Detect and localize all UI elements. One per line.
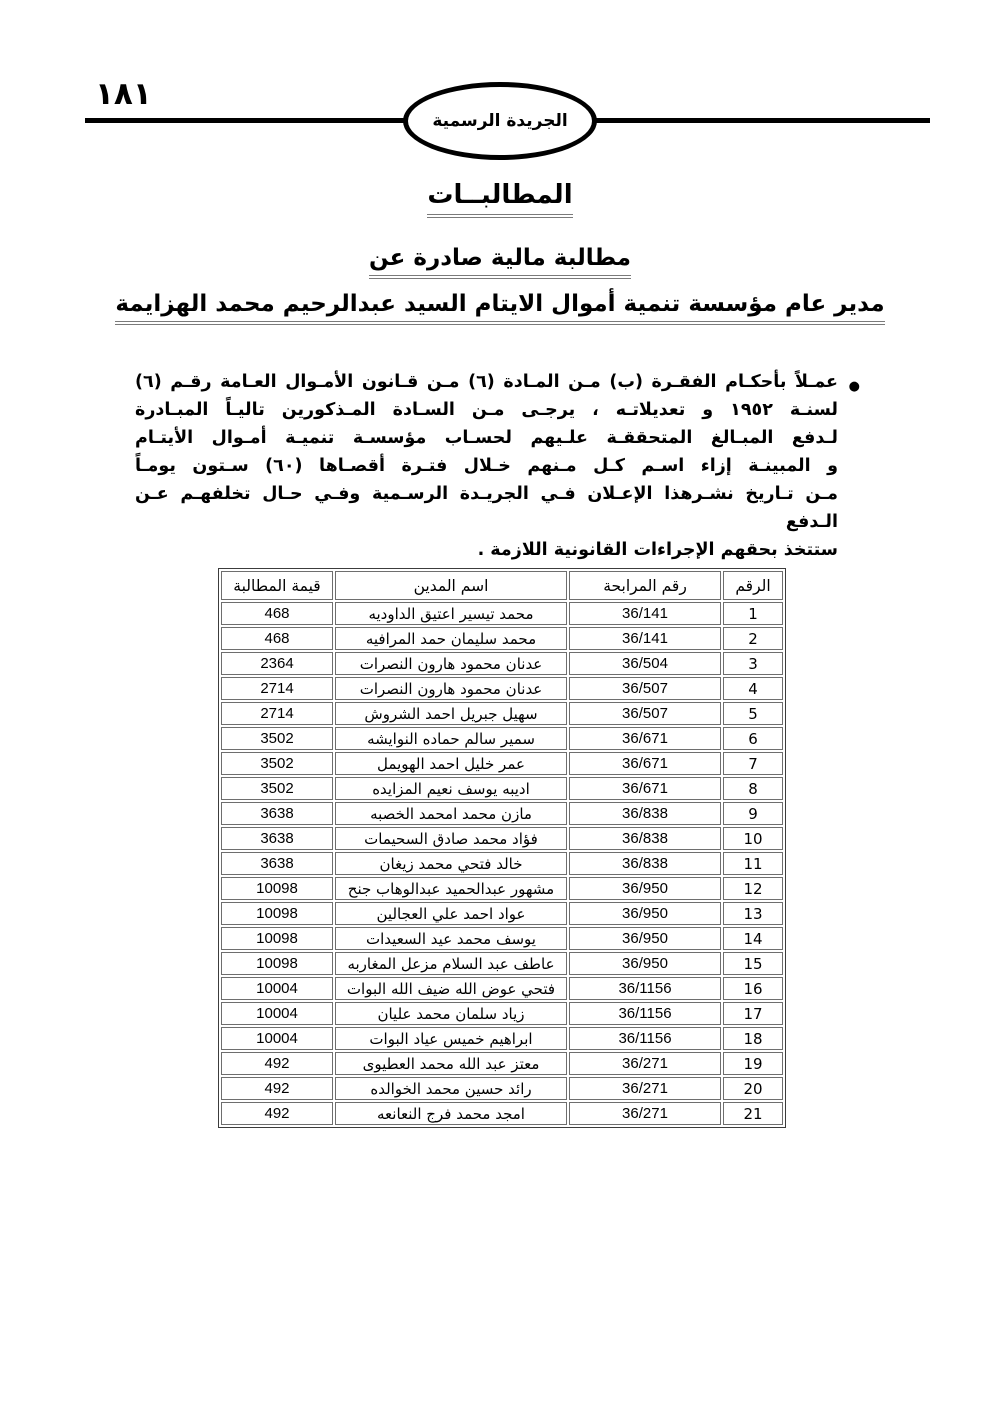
- row-number: 13: [723, 902, 783, 925]
- claim-type-title: مطالبة مالية صادرة عن: [0, 245, 1000, 279]
- murabaha-number: 36/271: [569, 1077, 721, 1100]
- debtor-name: فؤاد محمد صادق السحيمات: [335, 827, 567, 850]
- row-number: 14: [723, 927, 783, 950]
- row-number: 19: [723, 1052, 783, 1075]
- header-row-number: الرقم: [723, 571, 783, 600]
- row-number: 15: [723, 952, 783, 975]
- table-row: [221, 877, 783, 900]
- table-row: [221, 652, 783, 675]
- claims-table: [218, 568, 786, 1128]
- claim-amount: 3502: [221, 752, 333, 775]
- murabaha-number: 36/671: [569, 752, 721, 775]
- claim-amount: 10098: [221, 902, 333, 925]
- row-number: 10: [723, 827, 783, 850]
- murabaha-number: 36/141: [569, 627, 721, 650]
- notice-paragraph: [135, 368, 860, 564]
- murabaha-number: 36/671: [569, 777, 721, 800]
- table-row: [221, 602, 783, 625]
- table-row: [221, 777, 783, 800]
- table-row: [221, 627, 783, 650]
- claim-amount: 10004: [221, 977, 333, 1000]
- debtor-name: رائد حسين محمد الخوالده: [335, 1077, 567, 1100]
- claim-amount: 492: [221, 1052, 333, 1075]
- debtor-name: محمد تيسير اعتيق الداوديه: [335, 602, 567, 625]
- debtor-name: اديبه يوسف نعيم المزايده: [335, 777, 567, 800]
- row-number: 7: [723, 752, 783, 775]
- notice-line: ستتخذ بحقهم الإجراءات القانونية اللازمة .: [477, 540, 838, 560]
- claim-amount: 468: [221, 602, 333, 625]
- murabaha-number: 36/950: [569, 927, 721, 950]
- murabaha-number: 36/838: [569, 852, 721, 875]
- debtor-name: معتز عبد الله محمد العطيوى: [335, 1052, 567, 1075]
- claim-amount: 10004: [221, 1002, 333, 1025]
- notice-line: لـدفع المبـالغ المتحققـة علـيهم لحسـاب مؤسسـة تنميـة أمـوال الأيتـام: [135, 428, 838, 448]
- table-header-row: [221, 571, 783, 600]
- murabaha-number: 36/671: [569, 727, 721, 750]
- debtor-name: يوسف محمد عيد السعيدات: [335, 927, 567, 950]
- row-number: 5: [723, 702, 783, 725]
- debtor-name: سهيل جبريل احمد الشروش: [335, 702, 567, 725]
- murabaha-number: 36/507: [569, 677, 721, 700]
- claim-amount: 10098: [221, 927, 333, 950]
- table-row: [221, 1052, 783, 1075]
- debtor-name: مشهور عبدالحميد عبدالوهاب جنح: [335, 877, 567, 900]
- claim-amount: 3638: [221, 827, 333, 850]
- notice-line: مـن تـاريخ نشـرهذا الإعـلان فـي الجريـدة الرسـمية وفـي حـال تخلفهـم عـن الـدفع: [135, 484, 838, 532]
- row-number: 12: [723, 877, 783, 900]
- table-row: [221, 927, 783, 950]
- murabaha-number: 36/1156: [569, 1002, 721, 1025]
- notice-line: لسنـة ١٩٥٢ و تعديلاتـه ، يرجـى مـن السـادة المـذكورين تاليـاً المبـادرة: [135, 400, 838, 420]
- row-number: 18: [723, 1027, 783, 1050]
- page-number: ١٨١: [95, 76, 152, 112]
- row-number: 4: [723, 677, 783, 700]
- murabaha-number: 36/950: [569, 952, 721, 975]
- row-number: 11: [723, 852, 783, 875]
- murabaha-number: 36/950: [569, 902, 721, 925]
- claim-amount: 3638: [221, 852, 333, 875]
- debtor-name: فتحي عوض الله ضيف الله البوات: [335, 977, 567, 1000]
- table-row: [221, 1077, 783, 1100]
- table-row: [221, 677, 783, 700]
- notice-line: و المبينـة إزاء اسـم كـل مـنهم خـلال فتـرة أقصـاها (٦٠) سـتون يومـاً: [135, 456, 838, 476]
- murabaha-number: 36/1156: [569, 1027, 721, 1050]
- row-number: 16: [723, 977, 783, 1000]
- debtor-name: خالد فتحي محمد زيغان: [335, 852, 567, 875]
- debtor-name: محمد سليمان حمد المرافيه: [335, 627, 567, 650]
- debtor-name: مازن محمد امحمد الخصبه: [335, 802, 567, 825]
- table-row: [221, 802, 783, 825]
- table-row: [221, 852, 783, 875]
- notice-line: عمـلاً بأحكـام الفقـرة (ب) مـن المـادة (٦) مـن قـانون الأمـوال العـامة رقـم (٦): [135, 372, 839, 392]
- bullet-icon: ●: [848, 379, 860, 394]
- row-number: 21: [723, 1102, 783, 1125]
- debtor-name: ابراهيم خميس عياد البوات: [335, 1027, 567, 1050]
- table-row: [221, 902, 783, 925]
- row-number: 17: [723, 1002, 783, 1025]
- claim-amount: 2714: [221, 702, 333, 725]
- table-row: [221, 952, 783, 975]
- row-number: 6: [723, 727, 783, 750]
- claim-amount: 492: [221, 1102, 333, 1125]
- murabaha-number: 36/838: [569, 802, 721, 825]
- murabaha-number: 36/838: [569, 827, 721, 850]
- claim-amount: 3638: [221, 802, 333, 825]
- table-row: [221, 1027, 783, 1050]
- row-number: 2: [723, 627, 783, 650]
- notice-text: [135, 368, 838, 564]
- debtor-name: عمر خليل احمد الهويمل: [335, 752, 567, 775]
- row-number: 1: [723, 602, 783, 625]
- table-row: [221, 1102, 783, 1125]
- debtor-name: امجد محمد فرج النعانعه: [335, 1102, 567, 1125]
- murabaha-number: 36/950: [569, 877, 721, 900]
- claim-amount: 2714: [221, 677, 333, 700]
- debtor-name: عاطف عبد السلام مزعل المغاربه: [335, 952, 567, 975]
- claim-amount: 3502: [221, 777, 333, 800]
- header-claim-amount: قيمة المطالبة: [221, 571, 333, 600]
- claim-amount: 10004: [221, 1027, 333, 1050]
- murabaha-number: 36/1156: [569, 977, 721, 1000]
- claim-amount: 3502: [221, 727, 333, 750]
- table-row: [221, 827, 783, 850]
- debtor-name: عدنان محمود هارون النصرات: [335, 677, 567, 700]
- debtor-name: عواد احمد علي العجالين: [335, 902, 567, 925]
- debtor-name: زياد سلمان محمد عليان: [335, 1002, 567, 1025]
- claim-amount: 492: [221, 1077, 333, 1100]
- table-row: [221, 727, 783, 750]
- section-title: المطالبــات: [0, 180, 1000, 218]
- row-number: 9: [723, 802, 783, 825]
- claim-amount: 468: [221, 627, 333, 650]
- murabaha-number: 36/507: [569, 702, 721, 725]
- header-debtor-name: اسم المدين: [335, 571, 567, 600]
- murabaha-number: 36/271: [569, 1102, 721, 1125]
- table-row: [221, 1002, 783, 1025]
- murabaha-number: 36/504: [569, 652, 721, 675]
- table-row: [221, 977, 783, 1000]
- claim-amount: 2364: [221, 652, 333, 675]
- table-row: [221, 702, 783, 725]
- gazette-badge-label: الجريدة الرسمية: [432, 111, 568, 131]
- issuer-title: مدير عام مؤسسة تنمية أموال الايتام السيد عبدالرحيم محمد الهزايمة: [0, 291, 1000, 325]
- header-murabaha-number: رقم المرابحة: [569, 571, 721, 600]
- debtor-name: عدنان محمود هارون النصرات: [335, 652, 567, 675]
- gazette-badge: [403, 82, 597, 160]
- murabaha-number: 36/271: [569, 1052, 721, 1075]
- row-number: 20: [723, 1077, 783, 1100]
- claim-amount: 10098: [221, 877, 333, 900]
- row-number: 3: [723, 652, 783, 675]
- table-row: [221, 752, 783, 775]
- murabaha-number: 36/141: [569, 602, 721, 625]
- claim-amount: 10098: [221, 952, 333, 975]
- row-number: 8: [723, 777, 783, 800]
- claims-table-body: [221, 602, 783, 1125]
- debtor-name: سمير سالم حماده النوايشه: [335, 727, 567, 750]
